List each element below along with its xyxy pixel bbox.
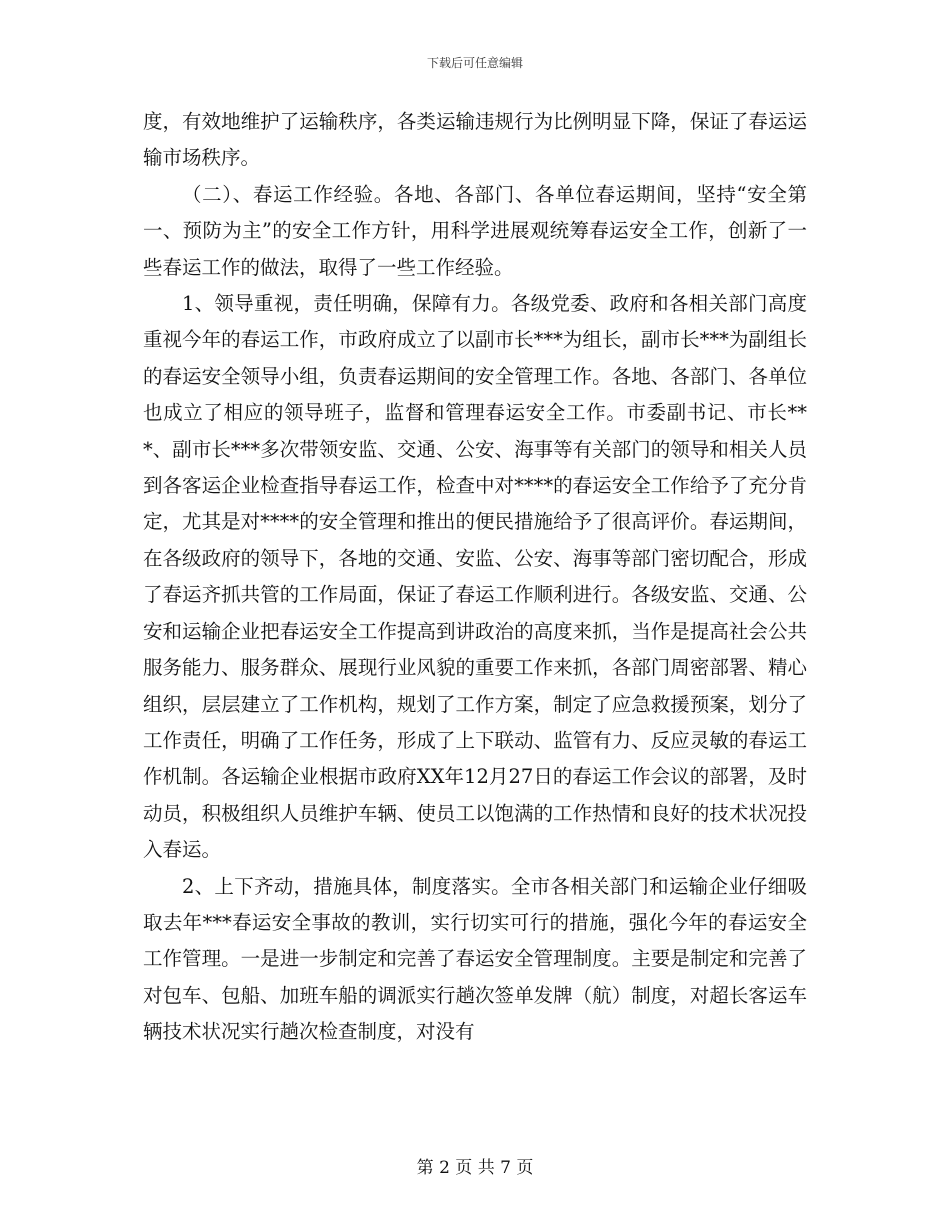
document-body — [143, 104, 807, 1051]
page-header: 下载后可任意编辑 — [426, 56, 523, 70]
paragraph-continuation: 度，有效地维护了运输秩序，各类运输违规行为比例明显下降，保证了春运运输市场秩序。 — [143, 110, 807, 170]
paragraph-point-1: 1、领导重视，责任明确，保障有力。各级党委、政府和各相关部门高度重视今年的春运工作，市政府成立了以副市长***为组长，副市长***为副组长的春运安全领导小组，负责春运期间的安全管理工作。各地、各部门、各单位也成立了相应的领导班子，监督和管理春运安全工作。市委副书记、市长***、副市长***多次带领安监、交通、公安、海事等有关部门的领导和相关人员到各客运企业检查指导春运工作，检查中对****的春运安全工作给予了充分肯定，尤其是对****的安全管理和推出的便民措施给予了很高评价。春运期间，在各级政府的领导下，各地的交通、安监、公安、海事等部门密切配合，形成了春运齐抓共管的工作局面，保证了春运工作顺利进行。各级安监、交通、公安和运输企业把春运安全工作提高到讲政治的高度来抓，当作是提高社会公共服务能力、服务群众、展现行业风貌的重要工作来抓，各部门周密部署、精心组织，层层建立了工作机构，规划了工作方案，制定了应急救援预案，划分了工作责任，明确了工作任务，形成了上下联动、监管有力、反应灵敏的春运工作机制。各运输企业根据市政府XX年12月27日的春运工作会议的部署，及时动员，积极组织人员维护车辆、使员工以饱满的工作热情和良好的技术状况投入春运。 — [143, 292, 807, 862]
paragraph-experience-intro: （二）、春运工作经验。各地、各部门、各单位春运期间，坚持“安全第一、预防为主”的安全工作方针，用科学进展观统筹春运安全工作，创新了一些春运工作的做法，取得了一些工作经验。 — [143, 182, 807, 279]
page-number-footer: 第 2 页 共 7 页 — [416, 1158, 534, 1178]
paragraph-point-2: 2、上下齐动，措施具体，制度落实。全市各相关部门和运输企业仔细吸取去年***春运安全事故的教训，实行切实可行的措施，强化今年的春运安全工作管理。一是进一步制定和完善了春运安全管理制度。主要是制定和完善了对包车、包船、加班车船的调派实行趟次签单发牌（航）制度，对超长客运车辆技术状况实行趟次检查制度，对没有 — [143, 874, 807, 1044]
